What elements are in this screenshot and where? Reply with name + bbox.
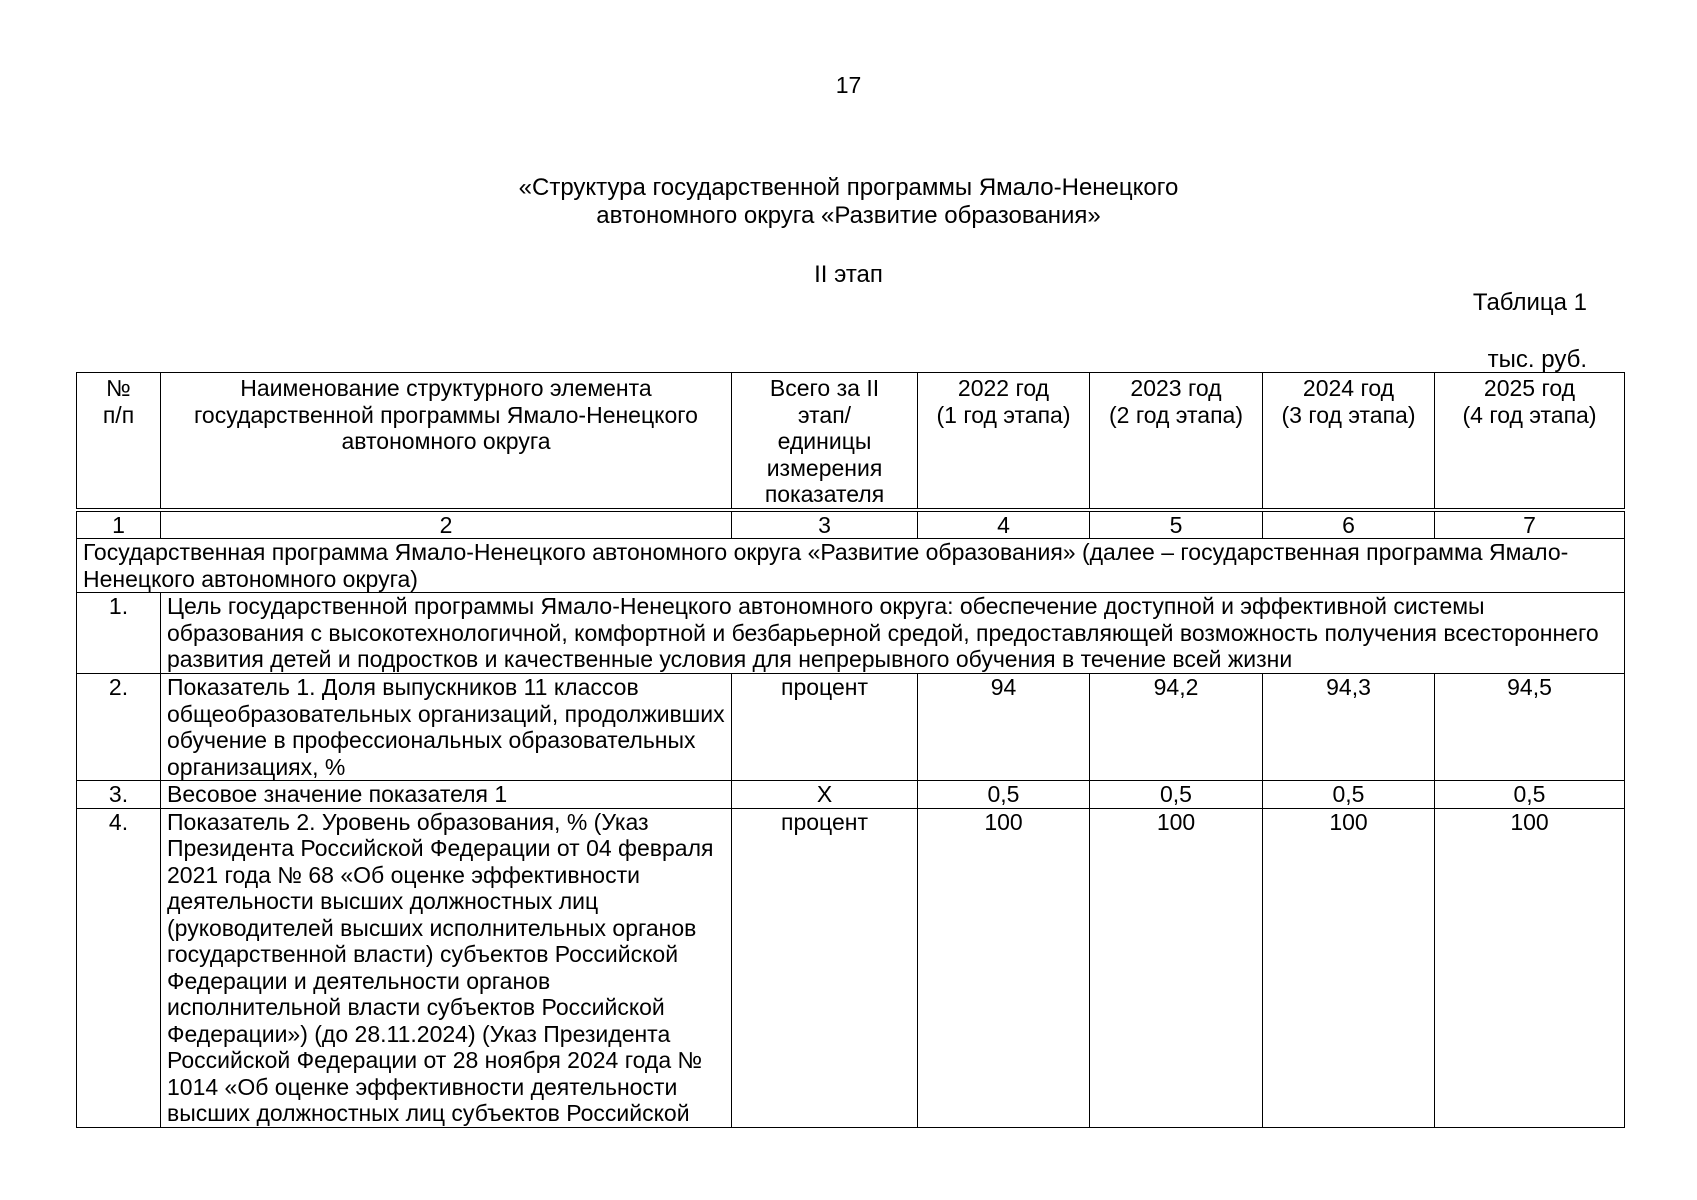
row-number: 2. <box>77 674 161 781</box>
value-2022: 100 <box>918 808 1090 1127</box>
value-2023: 100 <box>1090 808 1263 1127</box>
row-name: Весовое значение показателя 1 <box>161 781 732 809</box>
row-number: 4. <box>77 808 161 1127</box>
row-name: Показатель 2. Уровень образования, % (Указ Президента Российской Федерации от 04 февраля 2021 года № 68 «Об оценке эффективности деятельности высших должностных лиц (руководителей высших исполнительных органов государственной власти) субъектов Российской Федерации и деятельности органов исполнительной власти субъектов Российской Федерации») (до 28.11.2024) (Указ Президента Российской Федерации от 28 ноября 2024 года № 1014 «Об оценке эффективности деятельности высших должностных лиц субъектов Российской <box>161 808 732 1127</box>
row-unit: Х <box>732 781 918 809</box>
row-number: 1. <box>77 593 161 674</box>
table-header-row <box>77 373 1625 509</box>
goal-text: Цель государственной программы Ямало-Ненецкого автономного округа: обеспечение доступной и эффективной системы образования с высокотехнологичной, комфортной и безбарьерной средой, предоставляющей возможность получения всестороннего развития детей и подростков и качественные условия для непрерывного обучения в течение всей жизни <box>161 593 1625 674</box>
header-name: Наименование структурного элемента государственной программы Ямало-Ненецкого автономного округа <box>161 373 732 509</box>
program-title-cell: Государственная программа Ямало-Ненецкого автономного округа «Развитие образования» (далее – государственная программа Ямало-Ненецкого автономного округа) <box>77 539 1625 593</box>
value-2024: 94,3 <box>1263 674 1435 781</box>
row-number: 3. <box>77 781 161 809</box>
header-2022: 2022 год (1 год этапа) <box>918 373 1090 509</box>
value-2022: 0,5 <box>918 781 1090 809</box>
column-number: 7 <box>1435 511 1625 539</box>
header-total: Всего за II этап/ единицы измерения показателя <box>732 373 918 509</box>
value-2025: 0,5 <box>1435 781 1625 809</box>
column-number: 1 <box>77 511 161 539</box>
column-number: 6 <box>1263 511 1435 539</box>
table-row <box>77 808 1625 1127</box>
program-structure-table <box>76 372 1625 1128</box>
row-name: Показатель 1. Доля выпускников 11 классов общеобразовательных организаций, продолживших обучение в профессиональных образовательных организациях, % <box>161 674 732 781</box>
title-line-2: автономного округа «Развитие образования» <box>596 202 1101 229</box>
stage-heading: II этап <box>814 261 883 288</box>
program-row <box>77 539 1625 593</box>
table-row <box>77 781 1625 809</box>
table-row <box>77 674 1625 781</box>
header-2024: 2024 год (3 год этапа) <box>1263 373 1435 509</box>
header-2023: 2023 год (2 год этапа) <box>1090 373 1263 509</box>
value-2022: 94 <box>918 674 1090 781</box>
value-2023: 0,5 <box>1090 781 1263 809</box>
page-number: 17 <box>835 72 862 98</box>
table-label: Таблица 1 <box>1472 289 1587 316</box>
row-unit: процент <box>732 674 918 781</box>
header-num: № п/п <box>77 373 161 509</box>
column-number: 3 <box>732 511 918 539</box>
row-unit: процент <box>732 808 918 1127</box>
header-2025: 2025 год (4 год этапа) <box>1435 373 1625 509</box>
document-title <box>0 174 1697 230</box>
column-number: 4 <box>918 511 1090 539</box>
column-number: 5 <box>1090 511 1263 539</box>
value-2024: 100 <box>1263 808 1435 1127</box>
value-2025: 94,5 <box>1435 674 1625 781</box>
value-2025: 100 <box>1435 808 1625 1127</box>
value-2023: 94,2 <box>1090 674 1263 781</box>
title-line-1: «Структура государственной программы Ямало-Ненецкого <box>518 174 1179 201</box>
column-number: 2 <box>161 511 732 539</box>
units-label: тыс. руб. <box>1487 346 1587 373</box>
goal-row <box>77 593 1625 674</box>
column-number-row <box>77 511 1625 539</box>
value-2024: 0,5 <box>1263 781 1435 809</box>
